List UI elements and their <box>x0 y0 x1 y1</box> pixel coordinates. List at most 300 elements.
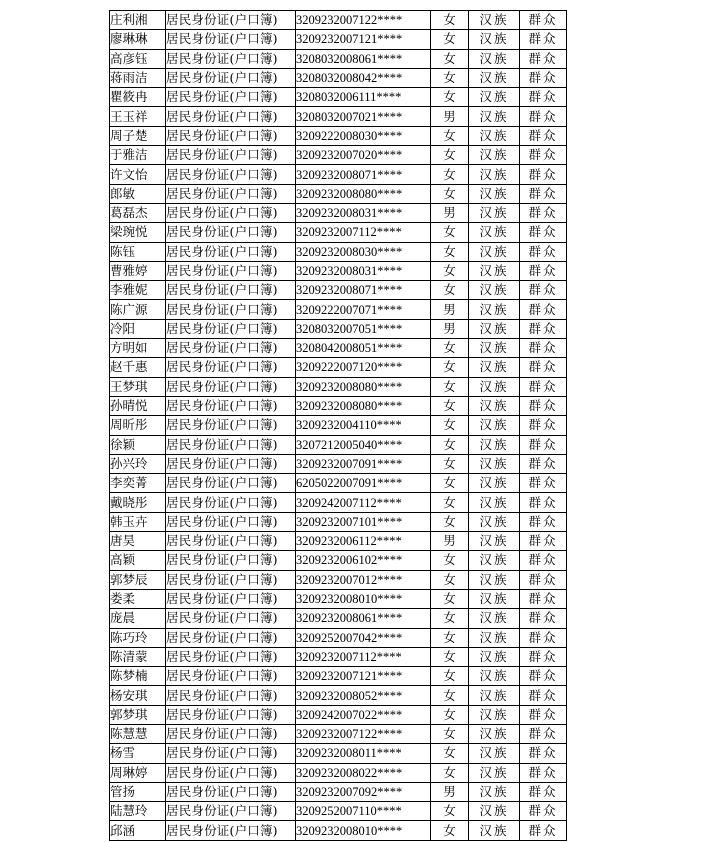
name-cell: 周子楚 <box>110 126 166 145</box>
document-type-cell: 居民身份证(户口簿) <box>166 724 296 743</box>
id-number-cell: 3208032007051**** <box>296 319 431 338</box>
gender-cell: 女 <box>431 763 469 782</box>
ethnicity-cell: 汉族 <box>469 107 520 126</box>
table-row <box>110 377 567 396</box>
gender-cell: 女 <box>431 184 469 203</box>
table-row <box>110 821 567 840</box>
id-number-cell: 3208032007021**** <box>296 107 431 126</box>
name-cell: 陈广源 <box>110 300 166 319</box>
table-row <box>110 493 567 512</box>
political-status-cell: 群众 <box>520 551 567 570</box>
gender-cell: 女 <box>431 667 469 686</box>
name-cell: 高彦钰 <box>110 49 166 68</box>
id-number-cell: 3209232008022**** <box>296 763 431 782</box>
document-type-cell: 居民身份证(户口簿) <box>166 782 296 801</box>
document-type-cell: 居民身份证(户口簿) <box>166 396 296 415</box>
gender-cell: 女 <box>431 88 469 107</box>
ethnicity-cell: 汉族 <box>469 705 520 724</box>
document-type-cell: 居民身份证(户口簿) <box>166 512 296 531</box>
name-cell: 杨雪 <box>110 744 166 763</box>
ethnicity-cell: 汉族 <box>469 165 520 184</box>
id-number-cell: 3209252007042**** <box>296 628 431 647</box>
ethnicity-cell: 汉族 <box>469 11 520 30</box>
table-row <box>110 782 567 801</box>
id-number-cell: 3209232007112**** <box>296 223 431 242</box>
political-status-cell: 群众 <box>520 628 567 647</box>
id-number-cell: 3209232008071**** <box>296 281 431 300</box>
document-type-cell: 居民身份证(户口簿) <box>166 435 296 454</box>
political-status-cell: 群众 <box>520 88 567 107</box>
gender-cell: 女 <box>431 647 469 666</box>
gender-cell: 女 <box>431 377 469 396</box>
name-cell: 王玉祥 <box>110 107 166 126</box>
document-type-cell: 居民身份证(户口簿) <box>166 705 296 724</box>
ethnicity-cell: 汉族 <box>469 261 520 280</box>
table-row <box>110 107 567 126</box>
table-row <box>110 570 567 589</box>
political-status-cell: 群众 <box>520 107 567 126</box>
ethnicity-cell: 汉族 <box>469 686 520 705</box>
name-cell: 孙兴玲 <box>110 454 166 473</box>
id-number-cell: 3209232007092**** <box>296 782 431 801</box>
political-status-cell: 群众 <box>520 821 567 840</box>
ethnicity-cell: 汉族 <box>469 744 520 763</box>
political-status-cell: 群众 <box>520 300 567 319</box>
gender-cell: 女 <box>431 454 469 473</box>
ethnicity-cell: 汉族 <box>469 647 520 666</box>
political-status-cell: 群众 <box>520 68 567 87</box>
gender-cell: 女 <box>431 493 469 512</box>
table-row <box>110 454 567 473</box>
ethnicity-cell: 汉族 <box>469 532 520 551</box>
name-cell: 许文怡 <box>110 165 166 184</box>
table-row <box>110 686 567 705</box>
political-status-cell: 群众 <box>520 609 567 628</box>
political-status-cell: 群众 <box>520 474 567 493</box>
political-status-cell: 群众 <box>520 49 567 68</box>
table-row <box>110 261 567 280</box>
table-row <box>110 339 567 358</box>
name-cell: 方明如 <box>110 339 166 358</box>
gender-cell: 男 <box>431 107 469 126</box>
document-type-cell: 居民身份证(户口簿) <box>166 88 296 107</box>
gender-cell: 女 <box>431 802 469 821</box>
political-status-cell: 群众 <box>520 589 567 608</box>
id-number-cell: 3209232008031**** <box>296 261 431 280</box>
ethnicity-cell: 汉族 <box>469 609 520 628</box>
ethnicity-cell: 汉族 <box>469 454 520 473</box>
gender-cell: 女 <box>431 11 469 30</box>
document-type-cell: 居民身份证(户口簿) <box>166 242 296 261</box>
table-row <box>110 223 567 242</box>
table-row <box>110 146 567 165</box>
document-type-cell: 居民身份证(户口簿) <box>166 474 296 493</box>
political-status-cell: 群众 <box>520 647 567 666</box>
table-row <box>110 551 567 570</box>
name-cell: 冷阳 <box>110 319 166 338</box>
ethnicity-cell: 汉族 <box>469 802 520 821</box>
ethnicity-cell: 汉族 <box>469 782 520 801</box>
name-cell: 陆慧玲 <box>110 802 166 821</box>
ethnicity-cell: 汉族 <box>469 512 520 531</box>
ethnicity-cell: 汉族 <box>469 339 520 358</box>
table-row <box>110 416 567 435</box>
id-number-cell: 3209222008030**** <box>296 126 431 145</box>
political-status-cell: 群众 <box>520 532 567 551</box>
document-type-cell: 居民身份证(户口簿) <box>166 647 296 666</box>
name-cell: 韩玉卉 <box>110 512 166 531</box>
document-type-cell: 居民身份证(户口簿) <box>166 184 296 203</box>
gender-cell: 女 <box>431 281 469 300</box>
document-type-cell: 居民身份证(户口簿) <box>166 126 296 145</box>
political-status-cell: 群众 <box>520 763 567 782</box>
political-status-cell: 群众 <box>520 165 567 184</box>
document-type-cell: 居民身份证(户口簿) <box>166 203 296 222</box>
id-number-cell: 3208032008042**** <box>296 68 431 87</box>
id-number-cell: 3207212005040**** <box>296 435 431 454</box>
name-cell: 郎敏 <box>110 184 166 203</box>
ethnicity-cell: 汉族 <box>469 319 520 338</box>
name-cell: 廖琳琳 <box>110 30 166 49</box>
gender-cell: 女 <box>431 686 469 705</box>
gender-cell: 男 <box>431 319 469 338</box>
ethnicity-cell: 汉族 <box>469 184 520 203</box>
name-cell: 陈清蒙 <box>110 647 166 666</box>
table-row <box>110 203 567 222</box>
name-cell: 瞿筱冉 <box>110 88 166 107</box>
ethnicity-cell: 汉族 <box>469 300 520 319</box>
table-row <box>110 319 567 338</box>
document-type-cell: 居民身份证(户口簿) <box>166 763 296 782</box>
ethnicity-cell: 汉族 <box>469 416 520 435</box>
id-number-cell: 3209232008071**** <box>296 165 431 184</box>
name-cell: 杨安琪 <box>110 686 166 705</box>
gender-cell: 女 <box>431 126 469 145</box>
table-row <box>110 88 567 107</box>
document-type-cell: 居民身份证(户口簿) <box>166 339 296 358</box>
name-cell: 王梦琪 <box>110 377 166 396</box>
document-type-cell: 居民身份证(户口簿) <box>166 30 296 49</box>
table-row <box>110 11 567 30</box>
id-number-cell: 3209232008061**** <box>296 609 431 628</box>
table-row <box>110 49 567 68</box>
gender-cell: 男 <box>431 532 469 551</box>
table-row <box>110 724 567 743</box>
document-type-cell: 居民身份证(户口簿) <box>166 49 296 68</box>
table-row <box>110 474 567 493</box>
document-type-cell: 居民身份证(户口簿) <box>166 667 296 686</box>
document-type-cell: 居民身份证(户口簿) <box>166 319 296 338</box>
document-type-cell: 居民身份证(户口簿) <box>166 223 296 242</box>
political-status-cell: 群众 <box>520 319 567 338</box>
political-status-cell: 群众 <box>520 261 567 280</box>
political-status-cell: 群众 <box>520 30 567 49</box>
ethnicity-cell: 汉族 <box>469 377 520 396</box>
document-type-cell: 居民身份证(户口簿) <box>166 281 296 300</box>
table-row <box>110 68 567 87</box>
id-number-cell: 3209232007122**** <box>296 724 431 743</box>
name-cell: 郭梦琪 <box>110 705 166 724</box>
ethnicity-cell: 汉族 <box>469 358 520 377</box>
table-row <box>110 435 567 454</box>
table-row <box>110 300 567 319</box>
id-number-cell: 6205022007091**** <box>296 474 431 493</box>
id-number-cell: 3209242007022**** <box>296 705 431 724</box>
table-row <box>110 358 567 377</box>
name-cell: 陈梦楠 <box>110 667 166 686</box>
table-row <box>110 184 567 203</box>
ethnicity-cell: 汉族 <box>469 570 520 589</box>
ethnicity-cell: 汉族 <box>469 724 520 743</box>
name-cell: 孙晴悦 <box>110 396 166 415</box>
political-status-cell: 群众 <box>520 667 567 686</box>
political-status-cell: 群众 <box>520 782 567 801</box>
id-number-cell: 3209232007121**** <box>296 667 431 686</box>
document-type-cell: 居民身份证(户口簿) <box>166 11 296 30</box>
table-row <box>110 532 567 551</box>
ethnicity-cell: 汉族 <box>469 223 520 242</box>
political-status-cell: 群众 <box>520 146 567 165</box>
name-cell: 唐昊 <box>110 532 166 551</box>
gender-cell: 女 <box>431 261 469 280</box>
id-number-cell: 3209232008080**** <box>296 396 431 415</box>
document-type-cell: 居民身份证(户口簿) <box>166 358 296 377</box>
ethnicity-cell: 汉族 <box>469 551 520 570</box>
gender-cell: 女 <box>431 49 469 68</box>
gender-cell: 女 <box>431 512 469 531</box>
name-cell: 周昕彤 <box>110 416 166 435</box>
document-type-cell: 居民身份证(户口簿) <box>166 628 296 647</box>
name-cell: 梁琬悦 <box>110 223 166 242</box>
document-type-cell: 居民身份证(户口簿) <box>166 609 296 628</box>
political-status-cell: 群众 <box>520 281 567 300</box>
document-type-cell: 居民身份证(户口簿) <box>166 107 296 126</box>
political-status-cell: 群众 <box>520 396 567 415</box>
document-type-cell: 居民身份证(户口簿) <box>166 493 296 512</box>
document-type-cell: 居民身份证(户口簿) <box>166 416 296 435</box>
name-cell: 于雅洁 <box>110 146 166 165</box>
gender-cell: 女 <box>431 396 469 415</box>
name-cell: 李奕菁 <box>110 474 166 493</box>
political-status-cell: 群众 <box>520 512 567 531</box>
roster-table <box>109 10 567 841</box>
name-cell: 庄利湘 <box>110 11 166 30</box>
table-row <box>110 744 567 763</box>
ethnicity-cell: 汉族 <box>469 30 520 49</box>
gender-cell: 女 <box>431 551 469 570</box>
political-status-cell: 群众 <box>520 802 567 821</box>
political-status-cell: 群众 <box>520 744 567 763</box>
document-type-cell: 居民身份证(户口簿) <box>166 146 296 165</box>
name-cell: 葛磊杰 <box>110 203 166 222</box>
ethnicity-cell: 汉族 <box>469 203 520 222</box>
ethnicity-cell: 汉族 <box>469 146 520 165</box>
ethnicity-cell: 汉族 <box>469 396 520 415</box>
id-number-cell: 3209232007122**** <box>296 11 431 30</box>
name-cell: 陈钰 <box>110 242 166 261</box>
document-type-cell: 居民身份证(户口簿) <box>166 261 296 280</box>
id-number-cell: 3209252007110**** <box>296 802 431 821</box>
id-number-cell: 3209232008010**** <box>296 821 431 840</box>
ethnicity-cell: 汉族 <box>469 589 520 608</box>
ethnicity-cell: 汉族 <box>469 68 520 87</box>
political-status-cell: 群众 <box>520 724 567 743</box>
political-status-cell: 群众 <box>520 184 567 203</box>
table-row <box>110 281 567 300</box>
table-row <box>110 647 567 666</box>
document-type-cell: 居民身份证(户口簿) <box>166 551 296 570</box>
id-number-cell: 3209222007071**** <box>296 300 431 319</box>
political-status-cell: 群众 <box>520 358 567 377</box>
name-cell: 高颖 <box>110 551 166 570</box>
id-number-cell: 3209222007120**** <box>296 358 431 377</box>
name-cell: 徐颖 <box>110 435 166 454</box>
gender-cell: 女 <box>431 435 469 454</box>
table-row <box>110 609 567 628</box>
document-type-cell: 居民身份证(户口簿) <box>166 300 296 319</box>
name-cell: 邱涵 <box>110 821 166 840</box>
id-number-cell: 3209232008011**** <box>296 744 431 763</box>
ethnicity-cell: 汉族 <box>469 763 520 782</box>
document-type-cell: 居民身份证(户口簿) <box>166 454 296 473</box>
name-cell: 周琳婷 <box>110 763 166 782</box>
name-cell: 陈慧慧 <box>110 724 166 743</box>
id-number-cell: 3208032008061**** <box>296 49 431 68</box>
table-row <box>110 802 567 821</box>
table-row <box>110 763 567 782</box>
gender-cell: 女 <box>431 358 469 377</box>
name-cell: 娄柔 <box>110 589 166 608</box>
table-row <box>110 126 567 145</box>
id-number-cell: 3209232008030**** <box>296 242 431 261</box>
political-status-cell: 群众 <box>520 686 567 705</box>
document-type-cell: 居民身份证(户口簿) <box>166 165 296 184</box>
table-row <box>110 396 567 415</box>
gender-cell: 男 <box>431 300 469 319</box>
ethnicity-cell: 汉族 <box>469 493 520 512</box>
id-number-cell: 3209232008052**** <box>296 686 431 705</box>
ethnicity-cell: 汉族 <box>469 242 520 261</box>
id-number-cell: 3209232008031**** <box>296 203 431 222</box>
political-status-cell: 群众 <box>520 377 567 396</box>
gender-cell: 女 <box>431 705 469 724</box>
political-status-cell: 群众 <box>520 126 567 145</box>
id-number-cell: 3209232007020**** <box>296 146 431 165</box>
ethnicity-cell: 汉族 <box>469 474 520 493</box>
document-type-cell: 居民身份证(户口簿) <box>166 821 296 840</box>
name-cell: 管扬 <box>110 782 166 801</box>
name-cell: 郭梦辰 <box>110 570 166 589</box>
gender-cell: 女 <box>431 339 469 358</box>
gender-cell: 女 <box>431 223 469 242</box>
ethnicity-cell: 汉族 <box>469 88 520 107</box>
roster-table-body <box>110 11 567 841</box>
ethnicity-cell: 汉族 <box>469 435 520 454</box>
document-type-cell: 居民身份证(户口簿) <box>166 686 296 705</box>
ethnicity-cell: 汉族 <box>469 667 520 686</box>
document-type-cell: 居民身份证(户口簿) <box>166 802 296 821</box>
gender-cell: 女 <box>431 68 469 87</box>
gender-cell: 女 <box>431 416 469 435</box>
political-status-cell: 群众 <box>520 416 567 435</box>
political-status-cell: 群众 <box>520 570 567 589</box>
table-row <box>110 667 567 686</box>
table-row <box>110 165 567 184</box>
name-cell: 庞晨 <box>110 609 166 628</box>
gender-cell: 男 <box>431 203 469 222</box>
document-type-cell: 居民身份证(户口簿) <box>166 744 296 763</box>
gender-cell: 女 <box>431 570 469 589</box>
id-number-cell: 3209232007012**** <box>296 570 431 589</box>
gender-cell: 女 <box>431 628 469 647</box>
political-status-cell: 群众 <box>520 242 567 261</box>
name-cell: 陈巧玲 <box>110 628 166 647</box>
document-type-cell: 居民身份证(户口簿) <box>166 532 296 551</box>
gender-cell: 女 <box>431 165 469 184</box>
table-row <box>110 589 567 608</box>
id-number-cell: 3209232007121**** <box>296 30 431 49</box>
id-number-cell: 3209242007112**** <box>296 493 431 512</box>
political-status-cell: 群众 <box>520 705 567 724</box>
political-status-cell: 群众 <box>520 454 567 473</box>
document-type-cell: 居民身份证(户口簿) <box>166 570 296 589</box>
id-number-cell: 3209232006102**** <box>296 551 431 570</box>
document-type-cell: 居民身份证(户口簿) <box>166 68 296 87</box>
id-number-cell: 3209232008080**** <box>296 377 431 396</box>
name-cell: 赵千惠 <box>110 358 166 377</box>
gender-cell: 女 <box>431 474 469 493</box>
table-row <box>110 512 567 531</box>
table-row <box>110 628 567 647</box>
gender-cell: 女 <box>431 821 469 840</box>
ethnicity-cell: 汉族 <box>469 281 520 300</box>
gender-cell: 女 <box>431 609 469 628</box>
document-type-cell: 居民身份证(户口簿) <box>166 377 296 396</box>
gender-cell: 女 <box>431 589 469 608</box>
political-status-cell: 群众 <box>520 493 567 512</box>
gender-cell: 女 <box>431 242 469 261</box>
gender-cell: 女 <box>431 30 469 49</box>
ethnicity-cell: 汉族 <box>469 126 520 145</box>
political-status-cell: 群众 <box>520 223 567 242</box>
id-number-cell: 3208042008051**** <box>296 339 431 358</box>
gender-cell: 男 <box>431 782 469 801</box>
id-number-cell: 3209232007112**** <box>296 647 431 666</box>
id-number-cell: 3209232007101**** <box>296 512 431 531</box>
political-status-cell: 群众 <box>520 435 567 454</box>
table-row <box>110 30 567 49</box>
id-number-cell: 3209232008080**** <box>296 184 431 203</box>
political-status-cell: 群众 <box>520 339 567 358</box>
table-row <box>110 705 567 724</box>
ethnicity-cell: 汉族 <box>469 628 520 647</box>
gender-cell: 女 <box>431 146 469 165</box>
name-cell: 蒋雨洁 <box>110 68 166 87</box>
political-status-cell: 群众 <box>520 203 567 222</box>
table-row <box>110 242 567 261</box>
ethnicity-cell: 汉族 <box>469 49 520 68</box>
id-number-cell: 3209232007091**** <box>296 454 431 473</box>
id-number-cell: 3209232008010**** <box>296 589 431 608</box>
gender-cell: 女 <box>431 744 469 763</box>
name-cell: 李雅妮 <box>110 281 166 300</box>
name-cell: 曹雅婷 <box>110 261 166 280</box>
ethnicity-cell: 汉族 <box>469 821 520 840</box>
id-number-cell: 3208032006111**** <box>296 88 431 107</box>
document-type-cell: 居民身份证(户口簿) <box>166 589 296 608</box>
gender-cell: 女 <box>431 724 469 743</box>
id-number-cell: 3209232006112**** <box>296 532 431 551</box>
